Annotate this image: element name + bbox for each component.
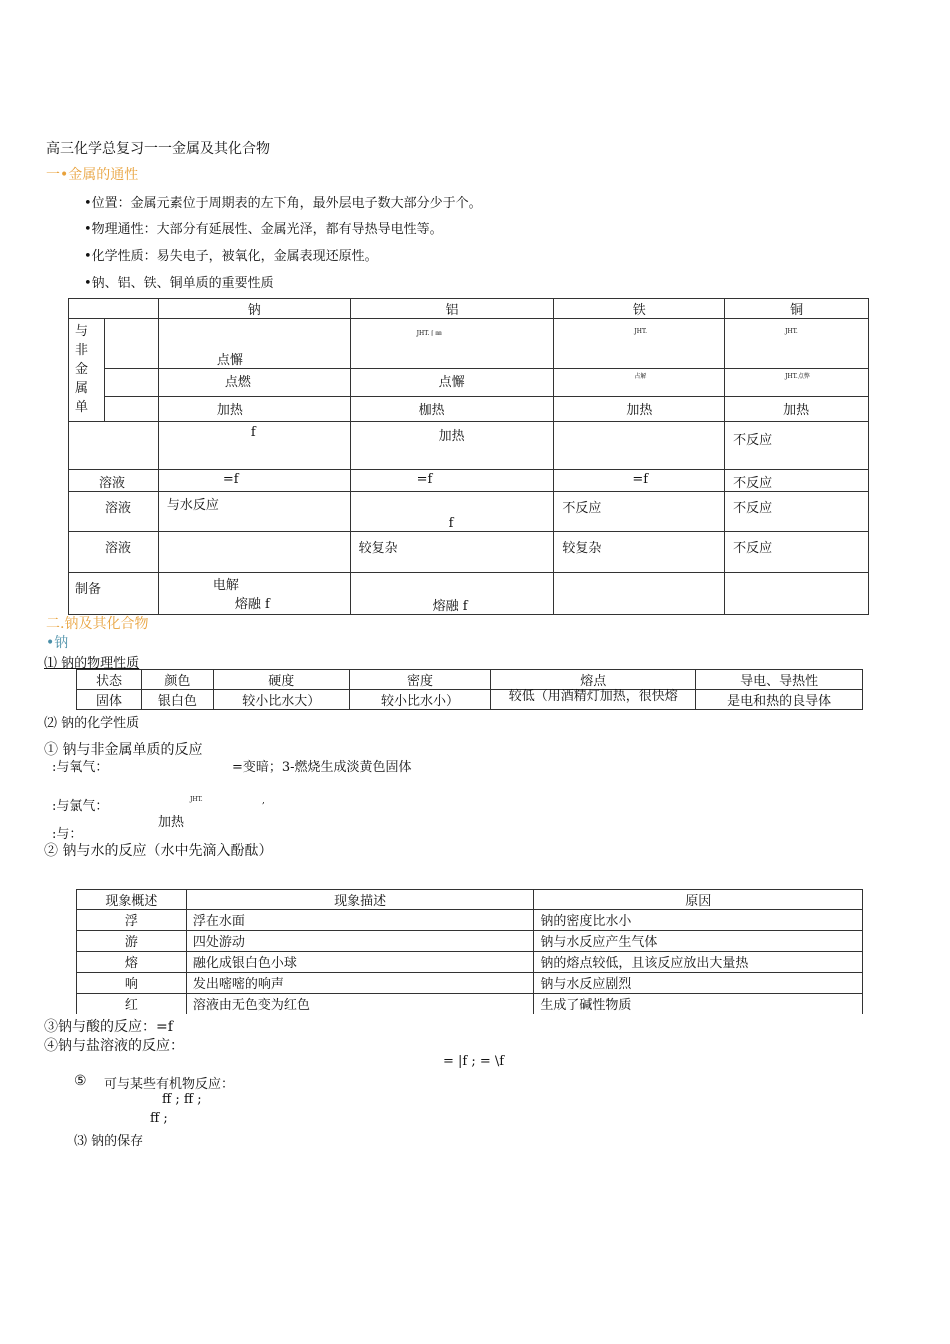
table-cell: 不反应	[725, 492, 869, 532]
table-cell: 银白色	[141, 690, 213, 710]
salt-equation: = |f ; = \f	[443, 1054, 505, 1069]
col-header: 钠	[158, 299, 350, 319]
reaction-title: ② 钠与水的反应（水中先滴入酚酞）	[44, 843, 273, 859]
col-header: 颜色	[141, 670, 213, 690]
table-cell: 融化成银白色小球	[186, 952, 534, 973]
chlorine-label: :与氯气：	[52, 799, 109, 814]
table-cell: 游	[77, 931, 187, 952]
table-row	[77, 973, 863, 994]
table-cell: 电解 熔融 f	[158, 573, 350, 615]
chem-title: ⑵ 钠的化学性质	[44, 716, 140, 731]
oxygen-text: =变暗；3-燃烧生成淡黄色固体	[232, 760, 412, 775]
table-cell: 固体	[77, 690, 142, 710]
table-cell: 较小比水大）	[213, 690, 349, 710]
table-cell: 是电和热的良导体	[696, 690, 863, 710]
col-header: 密度	[349, 670, 491, 690]
table-cell: 加热	[350, 422, 554, 470]
organic-reaction: 可与某些有机物反应：	[104, 1077, 235, 1092]
section-heading: 二.钠及其化合物	[46, 616, 149, 632]
table-cell: =f	[350, 470, 554, 492]
table-row	[77, 952, 863, 973]
col-header: 铝	[350, 299, 554, 319]
table-row	[77, 994, 863, 1014]
table-cell: 较低（用酒精灯加热，很快熔	[491, 690, 696, 710]
table-row	[77, 910, 863, 931]
table-cell: 响	[77, 973, 187, 994]
acid-reaction: ③钠与酸的反应：=f	[44, 1019, 173, 1035]
bullet-item: •物理通性：大部分有延展性、金属光泽，都有导热导电性等。	[84, 222, 443, 237]
table-cell: =f	[554, 470, 725, 492]
table-cell: 钠的熔点较低，且该反应放出大量热	[534, 952, 863, 973]
table-cell: 点燃	[158, 369, 350, 397]
col-header: 铁	[554, 299, 725, 319]
col-header: 硬度	[213, 670, 349, 690]
physical-properties-table	[76, 669, 863, 710]
row-label: 溶液	[69, 532, 159, 573]
metals-table	[68, 298, 869, 615]
reaction-title: ① 钠与非金属单质的反应	[44, 742, 203, 758]
col-header: 熔点	[491, 670, 696, 690]
table-cell: =f	[158, 470, 350, 492]
table-cell: JHT.	[554, 319, 725, 369]
table-cell: JHT.	[725, 319, 869, 369]
table-row	[77, 931, 863, 952]
col-header: 铜	[725, 299, 869, 319]
table-cell: 不反应	[725, 470, 869, 492]
section-heading: 一•金属的通性	[46, 167, 139, 183]
table-cell: f	[350, 492, 554, 532]
table-cell	[725, 573, 869, 615]
table-cell: 四处游动	[186, 931, 534, 952]
phys-title: ⑴ 钠的物理性质	[44, 656, 140, 671]
col-header: 现象描述	[186, 890, 534, 910]
table-cell: 熔	[77, 952, 187, 973]
row-label: 溶液	[69, 470, 159, 492]
row-label: 与 非 金 属 单	[69, 319, 105, 422]
table-cell: 不反应	[725, 422, 869, 470]
bullet-item: •化学性质：易失电子，被氧化，金属表现还原性。	[84, 249, 378, 264]
organic-number: ⑤	[74, 1073, 87, 1089]
table-cell: 钠的密度比水小	[534, 910, 863, 931]
heat-condition: 加热	[158, 815, 185, 830]
col-header: 状态	[77, 670, 142, 690]
table-cell: 点懈	[158, 319, 350, 369]
table-cell	[554, 573, 725, 615]
table-cell: 较小比水小）	[349, 690, 491, 710]
table-cell: 不反应	[554, 492, 725, 532]
table-cell: 溶液由无色变为红色	[186, 994, 534, 1014]
table-cell: f	[158, 422, 350, 470]
col-header: 导电、导热性	[696, 670, 863, 690]
table-cell: 红	[77, 994, 187, 1014]
table-cell: 不反应	[725, 532, 869, 573]
table-cell: 较复杂	[554, 532, 725, 573]
table-cell: 生成了碱性物质	[534, 994, 863, 1014]
col-header: 原因	[534, 890, 863, 910]
table-cell: 浮	[77, 910, 187, 931]
table-cell: 加热	[554, 397, 725, 422]
table-cell: 发出嘧嘧的响声	[186, 973, 534, 994]
table-cell: 枷热	[350, 397, 554, 422]
chlorine-comma: ,	[262, 796, 265, 806]
table-cell: 钠与水反应剧烈	[534, 973, 863, 994]
storage-title: ⑶ 钠的保存	[74, 1134, 144, 1149]
table-cell: 加热	[725, 397, 869, 422]
organic-equation: ff ; ff ;	[162, 1092, 202, 1107]
chlorine-mark: JHT.	[190, 796, 203, 803]
oxygen-label: :与氧气：	[52, 760, 109, 775]
page-title: 高三化学总复习一一金属及其化合物	[46, 141, 270, 157]
table-cell: JHT.点弊	[725, 369, 869, 397]
table-cell: 钠与水反应产生气体	[534, 931, 863, 952]
subsection-heading: •钠	[46, 635, 69, 651]
col-header: 现象概述	[77, 890, 187, 910]
table-cell: 占解	[554, 369, 725, 397]
table-cell	[554, 422, 725, 470]
table-cell: 点懈	[350, 369, 554, 397]
row-label: 溶液	[69, 492, 159, 532]
bullet-item: •钠、铝、铁、铜单质的重要性质	[84, 276, 274, 291]
table-cell	[158, 532, 350, 573]
water-reaction-table	[76, 889, 863, 1014]
salt-reaction: ④钠与盐溶液的反应：	[44, 1038, 184, 1054]
row-label: 制备	[69, 573, 159, 615]
table-cell: 与水反应	[158, 492, 350, 532]
table-cell: JHT. ⌈ ㎜	[350, 319, 554, 369]
table-cell: 较复杂	[350, 532, 554, 573]
table-cell: 浮在水面	[186, 910, 534, 931]
bullet-item: •位置：金属元素位于周期表的左下角，最外层电子数大部分少于个。	[84, 196, 482, 211]
table-cell: 熔融 f	[350, 573, 554, 615]
table-cell: 加热	[158, 397, 350, 422]
organic-equation: ff ;	[150, 1111, 168, 1126]
with-label: :与：	[52, 827, 83, 842]
